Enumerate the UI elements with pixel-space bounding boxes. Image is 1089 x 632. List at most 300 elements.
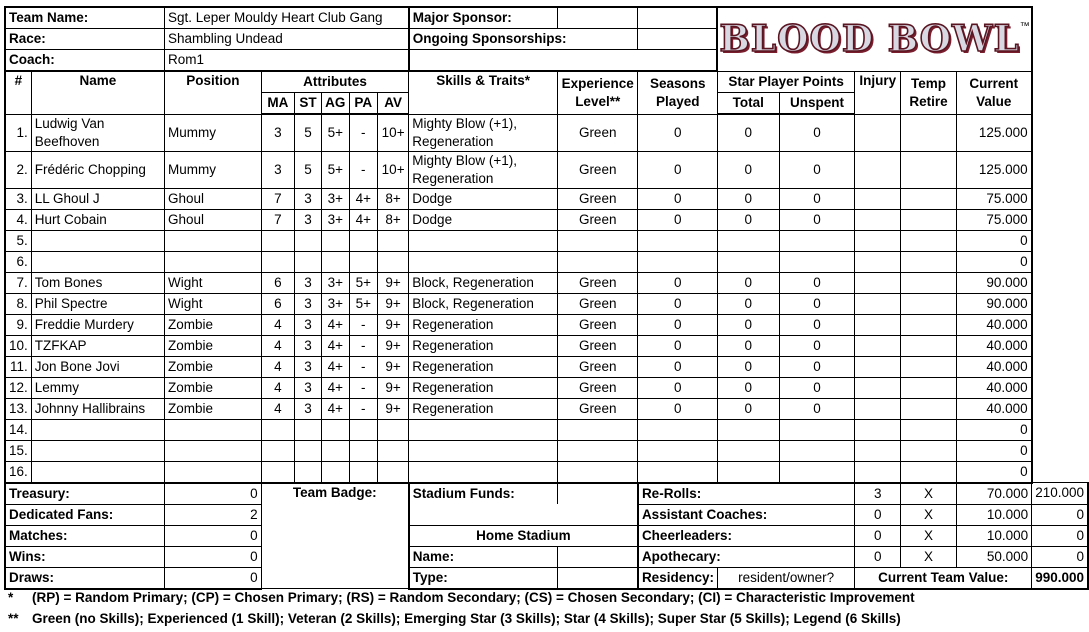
player-position[interactable]: Zombie bbox=[164, 377, 261, 398]
player-spp-unspent[interactable] bbox=[779, 440, 855, 461]
player-injury[interactable] bbox=[855, 293, 901, 314]
assistant-coaches-count[interactable]: 0 bbox=[855, 504, 901, 525]
player-pa[interactable] bbox=[349, 251, 377, 272]
player-av[interactable]: 9+ bbox=[377, 335, 408, 356]
player-injury[interactable] bbox=[855, 114, 901, 151]
player-row[interactable] bbox=[5, 293, 1088, 314]
player-ma[interactable]: 6 bbox=[261, 293, 294, 314]
player-pa[interactable] bbox=[349, 230, 377, 251]
player-ma[interactable]: 4 bbox=[261, 398, 294, 419]
player-position[interactable]: Ghoul bbox=[164, 188, 261, 209]
player-seasons[interactable]: 0 bbox=[638, 335, 718, 356]
player-temp-retire[interactable] bbox=[901, 356, 957, 377]
player-spp-unspent[interactable]: 0 bbox=[779, 335, 855, 356]
player-experience[interactable]: Green bbox=[557, 209, 637, 230]
player-temp-retire[interactable] bbox=[901, 114, 957, 151]
player-st[interactable]: 3 bbox=[295, 293, 322, 314]
player-spp-total[interactable]: 0 bbox=[717, 398, 779, 419]
player-injury[interactable] bbox=[855, 314, 901, 335]
player-temp-retire[interactable] bbox=[901, 251, 957, 272]
player-ag[interactable]: 4+ bbox=[321, 335, 349, 356]
player-position[interactable]: Wight bbox=[164, 293, 261, 314]
player-name[interactable] bbox=[31, 419, 164, 440]
stadium-type-label: Type: bbox=[409, 567, 558, 589]
player-temp-retire[interactable] bbox=[901, 419, 957, 440]
player-ma[interactable] bbox=[261, 440, 294, 461]
col-st: ST bbox=[295, 93, 322, 115]
player-st[interactable] bbox=[295, 461, 322, 483]
player-ag[interactable]: 5+ bbox=[321, 114, 349, 151]
footnote-experience bbox=[8, 611, 901, 626]
player-skills[interactable] bbox=[409, 419, 558, 440]
player-skills[interactable]: Regeneration bbox=[409, 377, 558, 398]
player-spp-unspent[interactable]: 0 bbox=[779, 314, 855, 335]
player-seasons[interactable] bbox=[638, 230, 718, 251]
player-spp-unspent[interactable]: 0 bbox=[779, 188, 855, 209]
player-pa[interactable] bbox=[349, 440, 377, 461]
player-spp-total[interactable] bbox=[717, 251, 779, 272]
player-injury[interactable] bbox=[855, 398, 901, 419]
player-skills[interactable]: Mighty Blow (+1), Regeneration bbox=[409, 114, 558, 151]
cheerleaders-count[interactable]: 0 bbox=[855, 525, 901, 546]
player-st[interactable] bbox=[295, 440, 322, 461]
player-spp-total[interactable]: 0 bbox=[717, 356, 779, 377]
player-experience[interactable]: Green bbox=[557, 377, 637, 398]
player-row[interactable] bbox=[5, 461, 1088, 483]
player-pa[interactable]: 5+ bbox=[349, 293, 377, 314]
player-injury[interactable] bbox=[855, 377, 901, 398]
player-temp-retire[interactable] bbox=[901, 377, 957, 398]
player-name[interactable]: Frédéric Chopping bbox=[31, 151, 164, 188]
rerolls-count[interactable]: 3 bbox=[855, 483, 901, 505]
player-pa[interactable]: - bbox=[349, 114, 377, 151]
wins-value[interactable]: 0 bbox=[164, 546, 261, 567]
player-av[interactable]: 10+ bbox=[377, 114, 408, 151]
player-spp-total[interactable] bbox=[717, 230, 779, 251]
stadium-type-value[interactable] bbox=[557, 567, 637, 589]
player-pa[interactable]: 4+ bbox=[349, 209, 377, 230]
player-ma[interactable] bbox=[261, 419, 294, 440]
player-position[interactable]: Mummy bbox=[164, 151, 261, 188]
player-av[interactable] bbox=[377, 251, 408, 272]
player-av[interactable]: 8+ bbox=[377, 209, 408, 230]
player-skills[interactable]: Dodge bbox=[409, 209, 558, 230]
team-name-label: Team Name: bbox=[5, 7, 164, 29]
player-ag[interactable] bbox=[321, 419, 349, 440]
player-position[interactable]: Zombie bbox=[164, 356, 261, 377]
player-injury[interactable] bbox=[855, 419, 901, 440]
race-value[interactable]: Shambling Undead bbox=[164, 29, 408, 50]
player-spp-total[interactable]: 0 bbox=[717, 272, 779, 293]
player-injury[interactable] bbox=[855, 335, 901, 356]
player-av[interactable] bbox=[377, 419, 408, 440]
player-name[interactable]: Ludwig Van Beefhoven bbox=[31, 114, 164, 151]
player-st[interactable]: 5 bbox=[295, 151, 322, 188]
player-seasons[interactable]: 0 bbox=[638, 398, 718, 419]
player-spp-unspent[interactable] bbox=[779, 419, 855, 440]
player-ma[interactable] bbox=[261, 251, 294, 272]
col-ag: AG bbox=[321, 93, 349, 115]
coach-value[interactable]: Rom1 bbox=[164, 50, 408, 72]
player-temp-retire[interactable] bbox=[901, 188, 957, 209]
residency-value[interactable]: resident/owner? bbox=[717, 567, 854, 589]
player-spp-unspent[interactable]: 0 bbox=[779, 377, 855, 398]
player-spp-unspent[interactable]: 0 bbox=[779, 209, 855, 230]
player-position[interactable]: Ghoul bbox=[164, 209, 261, 230]
player-seasons[interactable]: 0 bbox=[638, 209, 718, 230]
player-spp-unspent[interactable]: 0 bbox=[779, 151, 855, 188]
player-experience[interactable] bbox=[557, 419, 637, 440]
player-st[interactable] bbox=[295, 251, 322, 272]
player-name[interactable] bbox=[31, 440, 164, 461]
player-temp-retire[interactable] bbox=[901, 272, 957, 293]
player-spp-total[interactable]: 0 bbox=[717, 314, 779, 335]
player-pa[interactable]: - bbox=[349, 151, 377, 188]
team-name-value[interactable]: Sgt. Leper Mouldy Heart Club Gang bbox=[164, 7, 408, 29]
player-ag[interactable]: 3+ bbox=[321, 272, 349, 293]
player-av[interactable]: 9+ bbox=[377, 272, 408, 293]
player-seasons[interactable] bbox=[638, 251, 718, 272]
player-av[interactable] bbox=[377, 461, 408, 483]
player-seasons[interactable]: 0 bbox=[638, 293, 718, 314]
player-ag[interactable] bbox=[321, 230, 349, 251]
player-value: 40.000 bbox=[956, 335, 1031, 356]
player-row[interactable] bbox=[5, 251, 1088, 272]
player-spp-unspent[interactable]: 0 bbox=[779, 293, 855, 314]
player-row[interactable] bbox=[5, 230, 1088, 251]
player-name[interactable]: Freddie Murdery bbox=[31, 314, 164, 335]
player-av[interactable]: 9+ bbox=[377, 377, 408, 398]
player-temp-retire[interactable] bbox=[901, 209, 957, 230]
player-position[interactable]: Zombie bbox=[164, 398, 261, 419]
team-badge[interactable] bbox=[261, 483, 409, 589]
player-experience[interactable]: Green bbox=[557, 356, 637, 377]
player-experience[interactable] bbox=[557, 230, 637, 251]
col-value-line1: Current bbox=[969, 75, 1019, 91]
player-ag[interactable] bbox=[321, 251, 349, 272]
player-spp-unspent[interactable]: 0 bbox=[779, 398, 855, 419]
player-value: 0 bbox=[956, 419, 1031, 440]
player-seasons[interactable]: 0 bbox=[638, 272, 718, 293]
player-ma[interactable]: 6 bbox=[261, 272, 294, 293]
player-position[interactable]: Zombie bbox=[164, 314, 261, 335]
col-spp-unspent: Unspent bbox=[779, 93, 855, 115]
player-av[interactable]: 8+ bbox=[377, 188, 408, 209]
player-ag[interactable]: 4+ bbox=[321, 356, 349, 377]
player-experience[interactable]: Green bbox=[557, 314, 637, 335]
player-temp-retire[interactable] bbox=[901, 398, 957, 419]
player-st[interactable]: 3 bbox=[295, 377, 322, 398]
footnote-mark-1: * bbox=[8, 590, 14, 605]
player-seasons[interactable]: 0 bbox=[638, 356, 718, 377]
player-injury[interactable] bbox=[855, 251, 901, 272]
footnote-skills bbox=[8, 590, 915, 605]
player-temp-retire[interactable] bbox=[901, 440, 957, 461]
player-ag[interactable]: 3+ bbox=[321, 188, 349, 209]
player-ag[interactable] bbox=[321, 461, 349, 483]
player-ag[interactable]: 4+ bbox=[321, 398, 349, 419]
player-ma[interactable] bbox=[261, 230, 294, 251]
player-av[interactable] bbox=[377, 440, 408, 461]
player-name[interactable] bbox=[31, 251, 164, 272]
player-experience[interactable]: Green bbox=[557, 335, 637, 356]
player-row[interactable] bbox=[5, 335, 1088, 356]
player-experience[interactable] bbox=[557, 251, 637, 272]
player-skills[interactable]: Regeneration bbox=[409, 335, 558, 356]
col-pa: PA bbox=[349, 93, 377, 115]
player-ag[interactable]: 3+ bbox=[321, 209, 349, 230]
player-ma[interactable] bbox=[261, 461, 294, 483]
col-experience bbox=[557, 71, 637, 114]
player-skills[interactable]: Block, Regeneration bbox=[409, 293, 558, 314]
player-pa[interactable] bbox=[349, 419, 377, 440]
player-av[interactable]: 9+ bbox=[377, 314, 408, 335]
player-name[interactable]: Tom Bones bbox=[31, 272, 164, 293]
player-av[interactable]: 9+ bbox=[377, 293, 408, 314]
player-pa[interactable]: 5+ bbox=[349, 272, 377, 293]
player-ma[interactable]: 4 bbox=[261, 377, 294, 398]
player-ma[interactable]: 7 bbox=[261, 209, 294, 230]
player-skills[interactable]: Block, Regeneration bbox=[409, 272, 558, 293]
player-position[interactable] bbox=[164, 419, 261, 440]
player-row[interactable] bbox=[5, 114, 1088, 151]
player-position[interactable]: Zombie bbox=[164, 335, 261, 356]
player-skills[interactable]: Dodge bbox=[409, 188, 558, 209]
player-value: 40.000 bbox=[956, 356, 1031, 377]
player-spp-total[interactable]: 0 bbox=[717, 151, 779, 188]
player-pa[interactable]: - bbox=[349, 377, 377, 398]
stadium-funds-value[interactable] bbox=[557, 483, 637, 505]
player-st[interactable]: 3 bbox=[295, 272, 322, 293]
player-experience[interactable]: Green bbox=[557, 398, 637, 419]
draws-value[interactable]: 0 bbox=[164, 567, 261, 589]
player-value: 75.000 bbox=[956, 188, 1031, 209]
player-st[interactable]: 3 bbox=[295, 335, 322, 356]
player-ag[interactable]: 3+ bbox=[321, 293, 349, 314]
player-position[interactable] bbox=[164, 461, 261, 483]
player-temp-retire[interactable] bbox=[901, 335, 957, 356]
col-av: AV bbox=[377, 93, 408, 115]
player-row[interactable] bbox=[5, 314, 1088, 335]
player-spp-total[interactable]: 0 bbox=[717, 293, 779, 314]
player-temp-retire[interactable] bbox=[901, 151, 957, 188]
player-spp-unspent[interactable] bbox=[779, 251, 855, 272]
player-name[interactable]: Jon Bone Jovi bbox=[31, 356, 164, 377]
player-pa[interactable]: 4+ bbox=[349, 188, 377, 209]
player-spp-total[interactable]: 0 bbox=[717, 377, 779, 398]
player-st[interactable]: 5 bbox=[295, 114, 322, 151]
player-spp-total[interactable]: 0 bbox=[717, 114, 779, 151]
player-spp-total[interactable]: 0 bbox=[717, 188, 779, 209]
player-experience[interactable]: Green bbox=[557, 293, 637, 314]
col-skills: Skills & Traits* bbox=[409, 71, 558, 114]
player-num: 12. bbox=[5, 377, 31, 398]
major-sponsor-value[interactable] bbox=[557, 7, 637, 29]
apothecary-label: Apothecary: bbox=[638, 546, 855, 567]
player-experience[interactable]: Green bbox=[557, 151, 637, 188]
player-av[interactable]: 9+ bbox=[377, 356, 408, 377]
player-name[interactable]: Johnny Hallibrains bbox=[31, 398, 164, 419]
player-ma[interactable]: 7 bbox=[261, 188, 294, 209]
player-position[interactable]: Wight bbox=[164, 272, 261, 293]
player-spp-total[interactable]: 0 bbox=[717, 209, 779, 230]
player-spp-total[interactable] bbox=[717, 419, 779, 440]
player-ma[interactable]: 4 bbox=[261, 335, 294, 356]
player-injury[interactable] bbox=[855, 188, 901, 209]
player-position[interactable]: Mummy bbox=[164, 114, 261, 151]
player-temp-retire[interactable] bbox=[901, 230, 957, 251]
player-pa[interactable]: - bbox=[349, 335, 377, 356]
player-seasons[interactable]: 0 bbox=[638, 377, 718, 398]
player-name[interactable] bbox=[31, 230, 164, 251]
player-injury[interactable] bbox=[855, 461, 901, 483]
player-spp-total[interactable]: 0 bbox=[717, 335, 779, 356]
rerolls-times: X bbox=[901, 483, 957, 505]
player-name[interactable]: LL Ghoul J bbox=[31, 188, 164, 209]
rerolls-cost: 70.000 bbox=[956, 483, 1031, 505]
cheerleaders-total: 0 bbox=[1032, 525, 1088, 546]
player-st[interactable]: 3 bbox=[295, 314, 322, 335]
player-name[interactable]: Lemmy bbox=[31, 377, 164, 398]
player-experience[interactable] bbox=[557, 461, 637, 483]
player-av[interactable]: 10+ bbox=[377, 151, 408, 188]
player-value: 0 bbox=[956, 251, 1031, 272]
current-team-value: 990.000 bbox=[1032, 567, 1088, 589]
apothecary-total: 0 bbox=[1032, 546, 1088, 567]
apothecary-cost: 50.000 bbox=[956, 546, 1031, 567]
player-av[interactable]: 9+ bbox=[377, 398, 408, 419]
stadium-name-value[interactable] bbox=[557, 546, 637, 567]
player-row[interactable] bbox=[5, 209, 1088, 230]
player-name[interactable]: Phil Spectre bbox=[31, 293, 164, 314]
player-injury[interactable] bbox=[855, 440, 901, 461]
player-st[interactable]: 3 bbox=[295, 209, 322, 230]
player-temp-retire[interactable] bbox=[901, 293, 957, 314]
col-current-value bbox=[956, 71, 1031, 114]
dedicated-fans-value[interactable]: 2 bbox=[164, 504, 261, 525]
player-skills[interactable] bbox=[409, 461, 558, 483]
player-row[interactable] bbox=[5, 188, 1088, 209]
player-st[interactable] bbox=[295, 419, 322, 440]
player-position[interactable] bbox=[164, 251, 261, 272]
player-name[interactable] bbox=[31, 461, 164, 483]
player-experience[interactable]: Green bbox=[557, 188, 637, 209]
player-experience[interactable]: Green bbox=[557, 272, 637, 293]
player-skills[interactable] bbox=[409, 230, 558, 251]
col-injury: Injury bbox=[855, 71, 901, 114]
assistant-coaches-total: 0 bbox=[1032, 504, 1088, 525]
player-row[interactable] bbox=[5, 377, 1088, 398]
player-spp-total[interactable] bbox=[717, 440, 779, 461]
player-ma[interactable]: 4 bbox=[261, 314, 294, 335]
home-stadium-label: Home Stadium bbox=[409, 525, 638, 546]
player-seasons[interactable] bbox=[638, 461, 718, 483]
player-skills[interactable] bbox=[409, 440, 558, 461]
player-row[interactable] bbox=[5, 398, 1088, 419]
player-skills[interactable]: Regeneration bbox=[409, 314, 558, 335]
player-injury[interactable] bbox=[855, 209, 901, 230]
player-spp-unspent[interactable]: 0 bbox=[779, 356, 855, 377]
player-st[interactable]: 3 bbox=[295, 398, 322, 419]
player-seasons[interactable] bbox=[638, 419, 718, 440]
ongoing-sponsorships-value[interactable] bbox=[638, 29, 718, 50]
player-pa[interactable]: - bbox=[349, 356, 377, 377]
player-ma[interactable]: 3 bbox=[261, 151, 294, 188]
player-row[interactable] bbox=[5, 356, 1088, 377]
player-row[interactable] bbox=[5, 419, 1088, 440]
player-st[interactable]: 3 bbox=[295, 188, 322, 209]
player-seasons[interactable]: 0 bbox=[638, 188, 718, 209]
player-ma[interactable]: 4 bbox=[261, 356, 294, 377]
col-seasons-line1: Seasons bbox=[649, 75, 706, 91]
player-name[interactable]: TZFKAP bbox=[31, 335, 164, 356]
player-num: 14. bbox=[5, 419, 31, 440]
player-value: 125.000 bbox=[956, 114, 1031, 151]
player-skills[interactable]: Regeneration bbox=[409, 398, 558, 419]
player-seasons[interactable]: 0 bbox=[638, 151, 718, 188]
matches-value[interactable]: 0 bbox=[164, 525, 261, 546]
player-seasons[interactable]: 0 bbox=[638, 114, 718, 151]
player-spp-unspent[interactable]: 0 bbox=[779, 272, 855, 293]
player-position[interactable] bbox=[164, 440, 261, 461]
player-injury[interactable] bbox=[855, 356, 901, 377]
player-injury[interactable] bbox=[855, 230, 901, 251]
player-st[interactable] bbox=[295, 230, 322, 251]
player-injury[interactable] bbox=[855, 151, 901, 188]
treasury-value[interactable]: 0 bbox=[164, 483, 261, 505]
player-experience[interactable] bbox=[557, 440, 637, 461]
player-skills[interactable]: Mighty Blow (+1), Regeneration bbox=[409, 151, 558, 188]
player-ag[interactable]: 5+ bbox=[321, 151, 349, 188]
player-value: 90.000 bbox=[956, 293, 1031, 314]
player-name[interactable]: Hurt Cobain bbox=[31, 209, 164, 230]
player-ag[interactable] bbox=[321, 440, 349, 461]
player-pa[interactable]: - bbox=[349, 398, 377, 419]
player-spp-total[interactable] bbox=[717, 461, 779, 483]
player-av[interactable] bbox=[377, 230, 408, 251]
player-pa[interactable] bbox=[349, 461, 377, 483]
col-experience-line1: Experience bbox=[561, 75, 634, 91]
player-ma[interactable]: 3 bbox=[261, 114, 294, 151]
player-num: 8. bbox=[5, 293, 31, 314]
apothecary-count[interactable]: 0 bbox=[855, 546, 901, 567]
player-spp-unspent[interactable]: 0 bbox=[779, 114, 855, 151]
footnote-text-2: Green (no Skills); Experienced (1 Skill); Veteran (2 Skills); Emerging Star (3 Skills); Star (4 Skills); Super Star (5 Skills); Legend (6 Skills) bbox=[32, 611, 901, 626]
player-row[interactable] bbox=[5, 440, 1088, 461]
player-position[interactable] bbox=[164, 230, 261, 251]
player-spp-unspent[interactable] bbox=[779, 230, 855, 251]
player-st[interactable]: 3 bbox=[295, 356, 322, 377]
player-seasons[interactable]: 0 bbox=[638, 314, 718, 335]
player-skills[interactable] bbox=[409, 251, 558, 272]
player-seasons[interactable] bbox=[638, 440, 718, 461]
player-skills[interactable]: Regeneration bbox=[409, 356, 558, 377]
player-temp-retire[interactable] bbox=[901, 314, 957, 335]
player-row[interactable] bbox=[5, 272, 1088, 293]
player-row[interactable] bbox=[5, 151, 1088, 188]
assistant-coaches-label: Assistant Coaches: bbox=[638, 504, 855, 525]
player-ag[interactable]: 4+ bbox=[321, 377, 349, 398]
logo-trademark: ™ bbox=[1019, 21, 1030, 33]
roster-sheet bbox=[4, 6, 1089, 590]
player-spp-unspent[interactable] bbox=[779, 461, 855, 483]
player-temp-retire[interactable] bbox=[901, 461, 957, 483]
player-experience[interactable]: Green bbox=[557, 114, 637, 151]
player-injury[interactable] bbox=[855, 272, 901, 293]
col-seasons bbox=[638, 71, 718, 114]
player-pa[interactable]: - bbox=[349, 314, 377, 335]
player-ag[interactable]: 4+ bbox=[321, 314, 349, 335]
